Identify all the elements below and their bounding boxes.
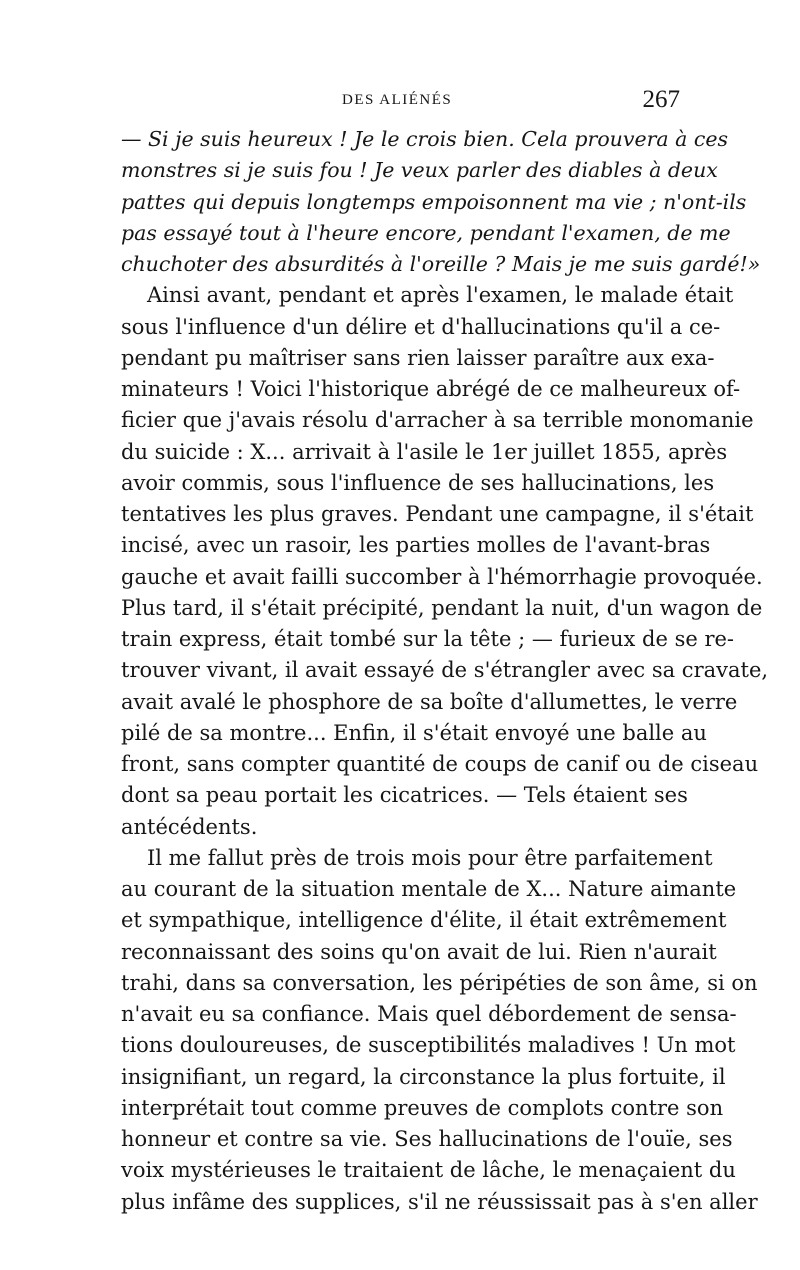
text-line: incisé, avec un rasoir, les parties molles de l'avant-bras bbox=[121, 533, 711, 558]
text-line: pattes qui depuis longtemps empoisonnent ma vie ; n'ont-ils bbox=[121, 189, 747, 214]
text-line: au courant de la situation mentale de X... Nature aimante bbox=[121, 877, 737, 901]
text-line: train express, était tombé sur la tête ; — furieux de se re- bbox=[121, 627, 735, 651]
text-line: tions douloureuses, de susceptibilités maladives ! Un mot bbox=[121, 1033, 736, 1058]
text-line: reconnaissant des soins qu'on avait de lui. Rien n'aurait bbox=[121, 939, 717, 964]
text-line: tentatives les plus graves. Pendant une campagne, il s'était bbox=[121, 502, 754, 526]
text-line: pendant pu maîtriser sans rien laisser paraître aux exa- bbox=[121, 345, 715, 370]
text-line: ficier que j'avais résolu d'arracher à sa terrible monomanie bbox=[121, 408, 754, 433]
text-line: chuchoter des absurdités à l'oreille ? Mais je me suis gardé!» bbox=[121, 252, 761, 276]
text-line: pas essayé tout à l'heure encore, pendant l'examen, de me bbox=[121, 220, 731, 245]
text-line: Il me fallut près de trois mois pour être parfaitement bbox=[147, 845, 713, 870]
text-line: et sympathique, intelligence d'élite, il était extrêmement bbox=[121, 908, 727, 933]
text-line: gauche et avait failli succomber à l'hémorrhagie provoquée. bbox=[121, 564, 763, 589]
text-line: Plus tard, il s'était précipité, pendant la nuit, d'un wagon de bbox=[121, 595, 763, 620]
running-header bbox=[120, 86, 680, 120]
text-line: monstres si je suis fou ! Je veux parler des diables à deux bbox=[121, 158, 718, 183]
text-line: interprétait tout comme preuves de complots contre son bbox=[121, 1095, 724, 1120]
text-line: plus infâme des supplices, s'il ne réussissait pas à s'en aller bbox=[121, 1189, 758, 1214]
text-line: honneur et contre sa vie. Ses hallucinations de l'ouïe, ses bbox=[121, 1127, 733, 1151]
text-line: — Si je suis heureux ! Je le crois bien. Cela prouvera à ces bbox=[121, 127, 728, 151]
text-line: insignifiant, un regard, la circonstance la plus fortuite, il bbox=[121, 1064, 726, 1089]
text-line: Ainsi avant, pendant et après l'examen, le malade était bbox=[147, 283, 734, 308]
page-number: 267 bbox=[642, 86, 680, 113]
text-line: pilé de sa montre... Enfin, il s'était envoyé une balle au bbox=[121, 720, 707, 745]
page-body bbox=[121, 124, 769, 1218]
text-line: voix mystérieuses le traitaient de lâche, le menaçaient du bbox=[121, 1158, 736, 1183]
text-line: trahi, dans sa conversation, les péripéties de son âme, si on bbox=[121, 970, 758, 995]
text-line: avoir commis, sous l'influence de ses hallucinations, les bbox=[121, 470, 715, 495]
text-line: antécédents. bbox=[121, 814, 258, 839]
text-line: minateurs ! Voici l'historique abrégé de ce malheureux of- bbox=[121, 377, 741, 401]
text-line: avait avalé le phosphore de sa boîte d'allumettes, le verre bbox=[121, 689, 738, 714]
text-line: n'avait eu sa confiance. Mais quel débordement de sensa- bbox=[121, 1002, 737, 1026]
text-line: du suicide : X... arrivait à l'asile le 1er juillet 1855, après bbox=[121, 439, 728, 464]
running-title: DES ALIÉNÉS bbox=[342, 92, 453, 108]
text-line: sous l'influence d'un délire et d'hallucinations qu'il a ce- bbox=[121, 314, 721, 339]
text-line: trouver vivant, il avait essayé de s'étrangler avec sa cravate, bbox=[121, 658, 769, 683]
text-line: dont sa peau portait les cicatrices. — Tels étaient ses bbox=[121, 783, 688, 808]
text-line: front, sans compter quantité de coups de canif ou de ciseau bbox=[121, 752, 759, 776]
